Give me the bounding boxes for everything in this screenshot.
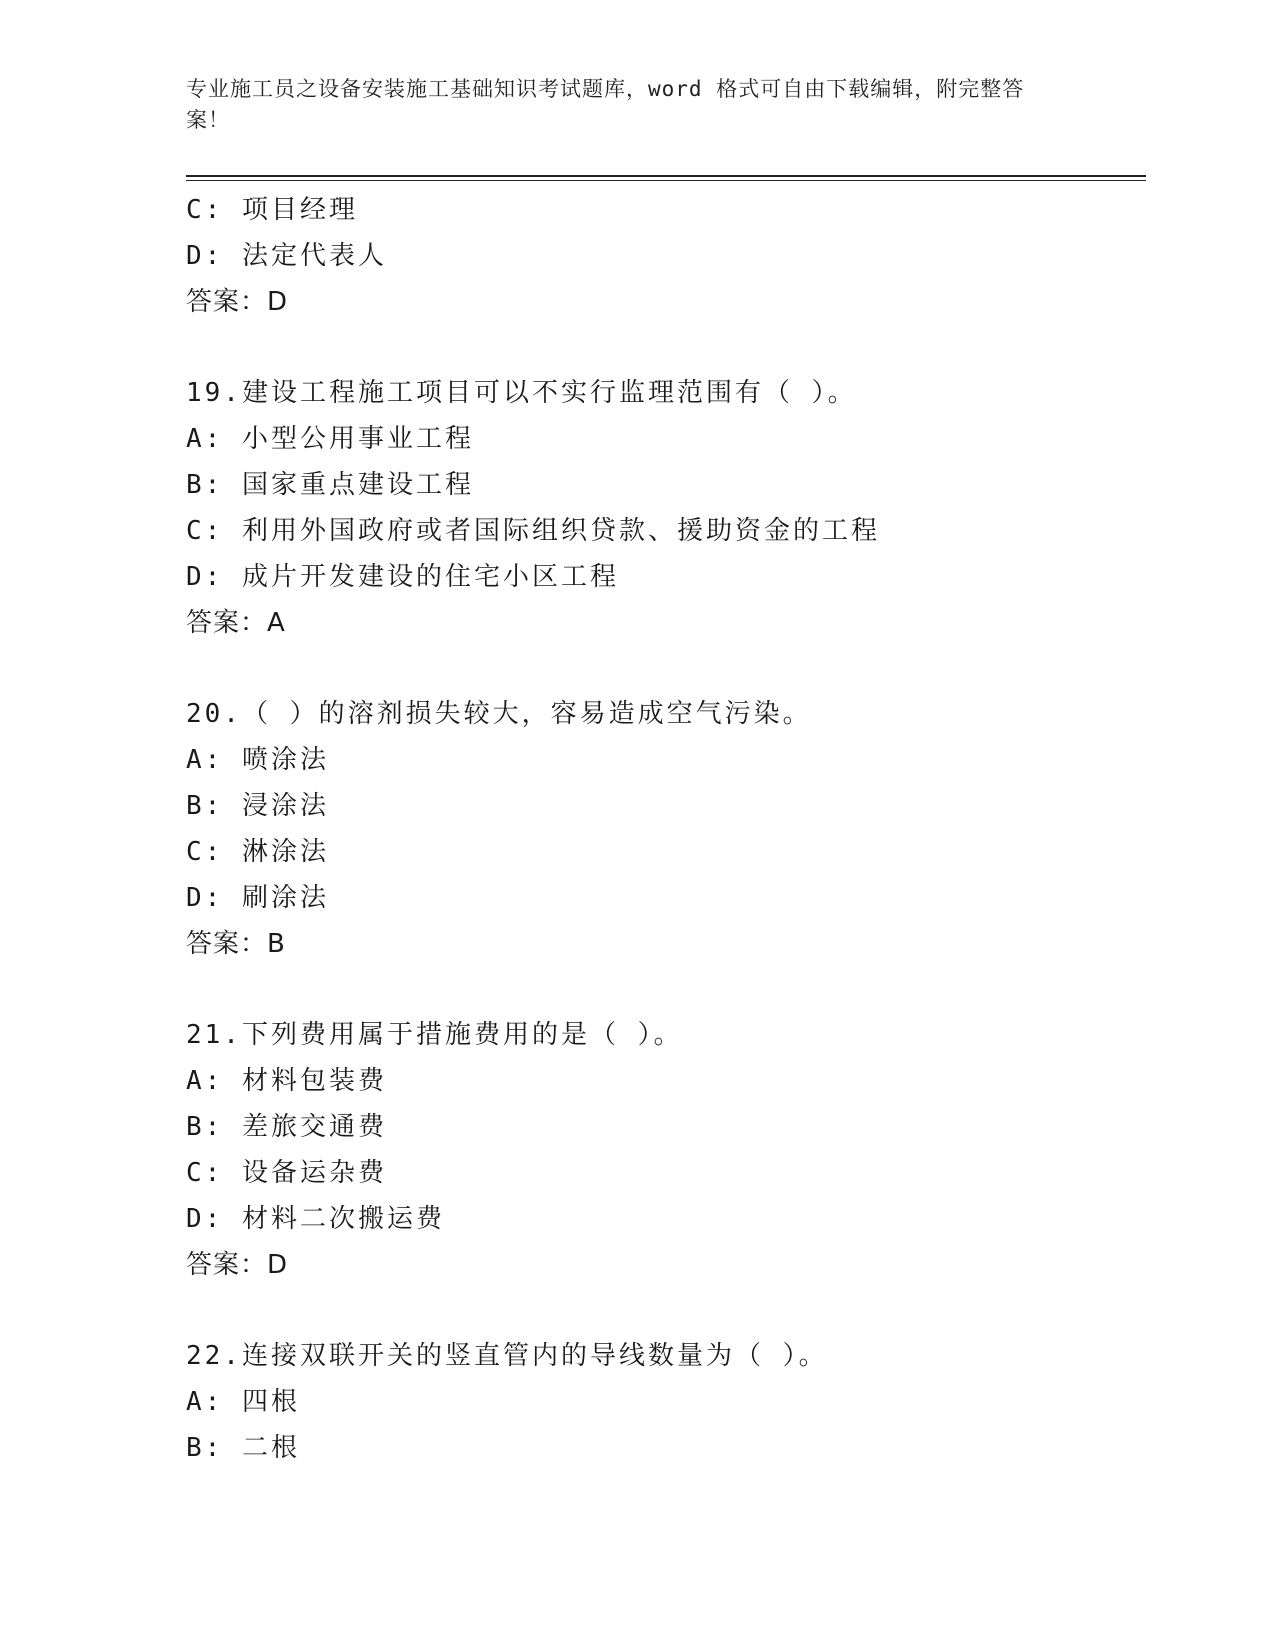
option-c: C: 项目经理 — [186, 195, 358, 225]
answer-line: 答案：D — [186, 287, 289, 317]
spacer — [186, 967, 1146, 1012]
option-d: D: 成片开发建设的住宅小区工程 — [186, 562, 619, 592]
question-22: 22.连接双联开关的竖直管内的导线数量为（ ）。 — [186, 1341, 828, 1371]
option-b: B: 国家重点建设工程 — [186, 470, 474, 500]
option-a: A: 小型公用事业工程 — [186, 424, 474, 454]
option-b: B: 差旅交通费 — [186, 1112, 387, 1142]
spacer — [186, 646, 1146, 691]
option-a: A: 材料包装费 — [186, 1066, 387, 1096]
option-a: A: 喷涂法 — [186, 745, 329, 775]
spacer — [186, 325, 1146, 370]
answer-line: 答案：A — [186, 608, 286, 638]
option-b: B: 二根 — [186, 1433, 300, 1463]
option-d: D: 法定代表人 — [186, 241, 387, 271]
option-a: A: 四根 — [186, 1387, 300, 1417]
header-divider-thin — [186, 180, 1146, 181]
header-divider-thick — [186, 175, 1146, 177]
option-b: B: 浸涂法 — [186, 791, 329, 821]
option-d: D: 材料二次搬运费 — [186, 1204, 445, 1234]
question-20: 20.（ ）的溶剂损失较大，容易造成空气污染。 — [186, 699, 812, 729]
question-21: 21.下列费用属于措施费用的是（ ）。 — [186, 1020, 683, 1050]
spacer — [186, 1288, 1146, 1333]
option-c: C: 设备运杂费 — [186, 1158, 387, 1188]
document-header: 专业施工员之设备安装施工基础知识考试题库，word 格式可自由下载编辑，附完整答案！ — [186, 77, 1025, 132]
answer-line: 答案：D — [186, 1250, 289, 1280]
question-list — [186, 187, 1146, 1471]
option-c: C: 利用外国政府或者国际组织贷款、援助资金的工程 — [186, 516, 880, 546]
answer-line: 答案：B — [186, 929, 286, 959]
option-c: C: 淋涂法 — [186, 837, 329, 867]
option-d: D: 刷涂法 — [186, 883, 329, 913]
question-19: 19.建设工程施工项目可以不实行监理范围有（ ）。 — [186, 378, 857, 408]
